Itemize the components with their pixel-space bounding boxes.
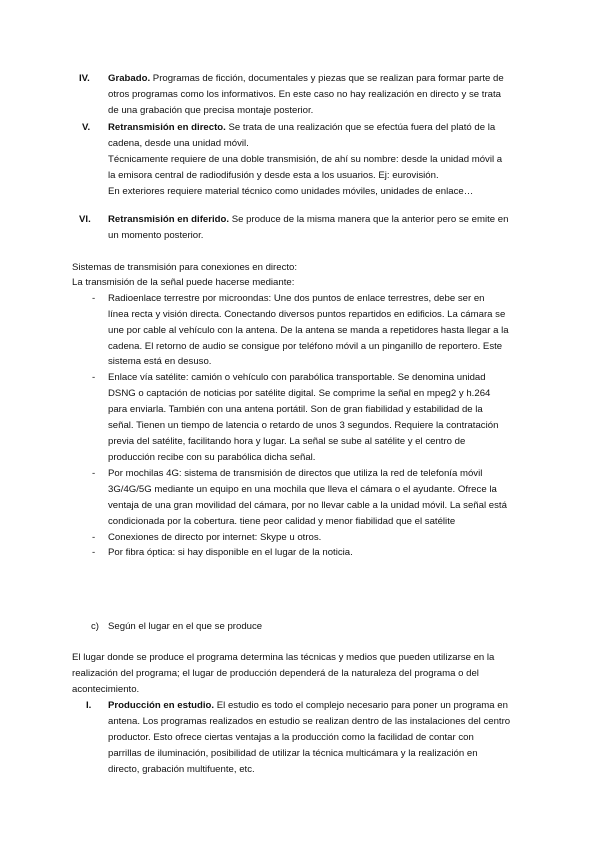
dash-bullet: - bbox=[92, 532, 96, 543]
list-item-text: parrillas de iluminación, posibilidad de utilizar la técnica multicámara y la realización en bbox=[108, 748, 478, 759]
list-item-text: Técnicamente requiere de una doble transmisión, de ahí su nombre: desde la unidad móvil a bbox=[108, 154, 503, 165]
list-item-text: productor. Esto ofrece ciertas ventajas a la producción como la facilidad de contar con bbox=[108, 732, 474, 743]
bullet-text: sistema está en desuso. bbox=[108, 356, 212, 367]
bullet-text: condicionada por la cobertura. tiene peor calidad y menor fiabilidad que el satélite bbox=[108, 516, 456, 527]
bullet-text: cadena. El retorno de audio se consigue por teléfono móvil a un pinganillo de reportero. Este bbox=[108, 341, 503, 352]
section-label: c) bbox=[91, 621, 99, 632]
list-item-text: Programas de ficción, documentales y piezas que se realizan para formar parte de bbox=[152, 73, 504, 84]
list-item-title: Retransmisión en diferido. bbox=[108, 214, 230, 225]
list-item-text: Se produce de la misma manera que la anterior pero se emite en bbox=[231, 214, 509, 225]
paragraph-line: realización del programa; el lugar de producción dependerá de la naturaleza del programa o del bbox=[72, 668, 479, 679]
list-item-text: antena. Los programas realizados en estudio se realizan dentro de las instalaciones del centro bbox=[108, 716, 511, 727]
list-numeral: V. bbox=[82, 122, 91, 133]
bullet-text: producción recibe con su parabólica dicha señal. bbox=[108, 452, 316, 463]
bullet-text: Por fibra óptica: si hay disponible en el lugar de la noticia. bbox=[108, 547, 353, 558]
list-item-first-line bbox=[108, 122, 495, 134]
list-numeral: VI. bbox=[79, 214, 91, 225]
list-item-text: un momento posterior. bbox=[108, 230, 204, 241]
list-item-text: En exteriores requiere material técnico como unidades móviles, unidades de enlace… bbox=[108, 186, 474, 197]
paragraph-line: El lugar donde se produce el programa determina las técnicas y medios que pueden utilizarse en la bbox=[72, 652, 495, 663]
bullet-text: previa del satélite, facilitando hora y lugar. La señal se sube al satélite y el centro de bbox=[108, 436, 466, 447]
bullet-text: para enviarla. También con una antena portátil. Son de gran fiabilidad y estabilidad de la bbox=[108, 404, 483, 415]
list-item-first-line bbox=[108, 214, 508, 226]
list-item-text: Se trata de una realización que se efectúa fuera del plató de la bbox=[228, 122, 496, 133]
section-heading: Sistemas de transmisión para conexiones en directo: bbox=[72, 262, 298, 273]
list-item-title: Retransmisión en directo. bbox=[108, 122, 226, 133]
bullet-text: une por cable al vehículo con la antena. De la antena se manda a repetidores hasta llegar a la bbox=[108, 325, 509, 336]
list-numeral: IV. bbox=[79, 73, 90, 84]
list-item-text: El estudio es todo el complejo necesario para poner un programa en bbox=[216, 700, 508, 711]
paragraph-line: acontecimiento. bbox=[72, 684, 140, 695]
bullet-text: señal. Tienen un tiempo de latencia o retardo de unos 3 segundos. Requiere la contratación bbox=[108, 420, 499, 431]
list-item-text: otros programas como los informativos. En este caso no hay realización en directo y se trata bbox=[108, 89, 501, 100]
bullet-text: línea recta y visión directa. Conectando diversos puntos repartidos en edificios. La cámara se bbox=[108, 309, 506, 320]
list-item-text: cadena, desde una unidad móvil. bbox=[108, 138, 249, 149]
section-title: Según el lugar en el que se produce bbox=[108, 621, 263, 632]
bullet-text: Conexiones de directo por internet: Skype u otros. bbox=[108, 532, 322, 543]
list-item-title: Grabado. bbox=[108, 73, 151, 84]
list-item-text: la emisora central de radiodifusión y desde esta a los usuarios. Ej: eurovisión. bbox=[108, 170, 439, 181]
section-intro: La transmisión de la señal puede hacerse mediante: bbox=[72, 277, 295, 288]
bullet-text: Por mochilas 4G: sistema de transmisión de directos que utiliza la red de telefonía móvil bbox=[108, 468, 483, 479]
list-item-first-line bbox=[108, 73, 504, 85]
bullet-text: ventaja de una gran movilidad del cámara, por no llevar cable a la unidad móvil. La señal está bbox=[108, 500, 507, 511]
dash-bullet: - bbox=[92, 293, 96, 304]
dash-bullet: - bbox=[92, 372, 96, 383]
bullet-text: Radioenlace terrestre por microondas: Une dos puntos de enlace terrestres, debe ser en bbox=[108, 293, 485, 304]
bullet-text: Enlace vía satélite: camión o vehículo con parabólica transportable. Se denomina unidad bbox=[108, 372, 486, 383]
list-item-text: de una grabación que precisa montaje posterior. bbox=[108, 105, 314, 116]
list-item-first-line bbox=[108, 700, 508, 712]
bullet-text: DSNG o captación de noticias por satélite digital. Se comprime la señal en mpeg2 y h.264 bbox=[108, 388, 491, 399]
list-item-title: Producción en estudio. bbox=[108, 700, 215, 711]
bullet-text: 3G/4G/5G mediante un equipo en una mochila que lleva el cámara o el ayudante. Ofrece la bbox=[108, 484, 497, 495]
dash-bullet: - bbox=[92, 547, 96, 558]
list-item-text: directo, grabación multifuente, etc. bbox=[108, 764, 255, 775]
list-numeral: I. bbox=[86, 700, 92, 711]
dash-bullet: - bbox=[92, 468, 96, 479]
